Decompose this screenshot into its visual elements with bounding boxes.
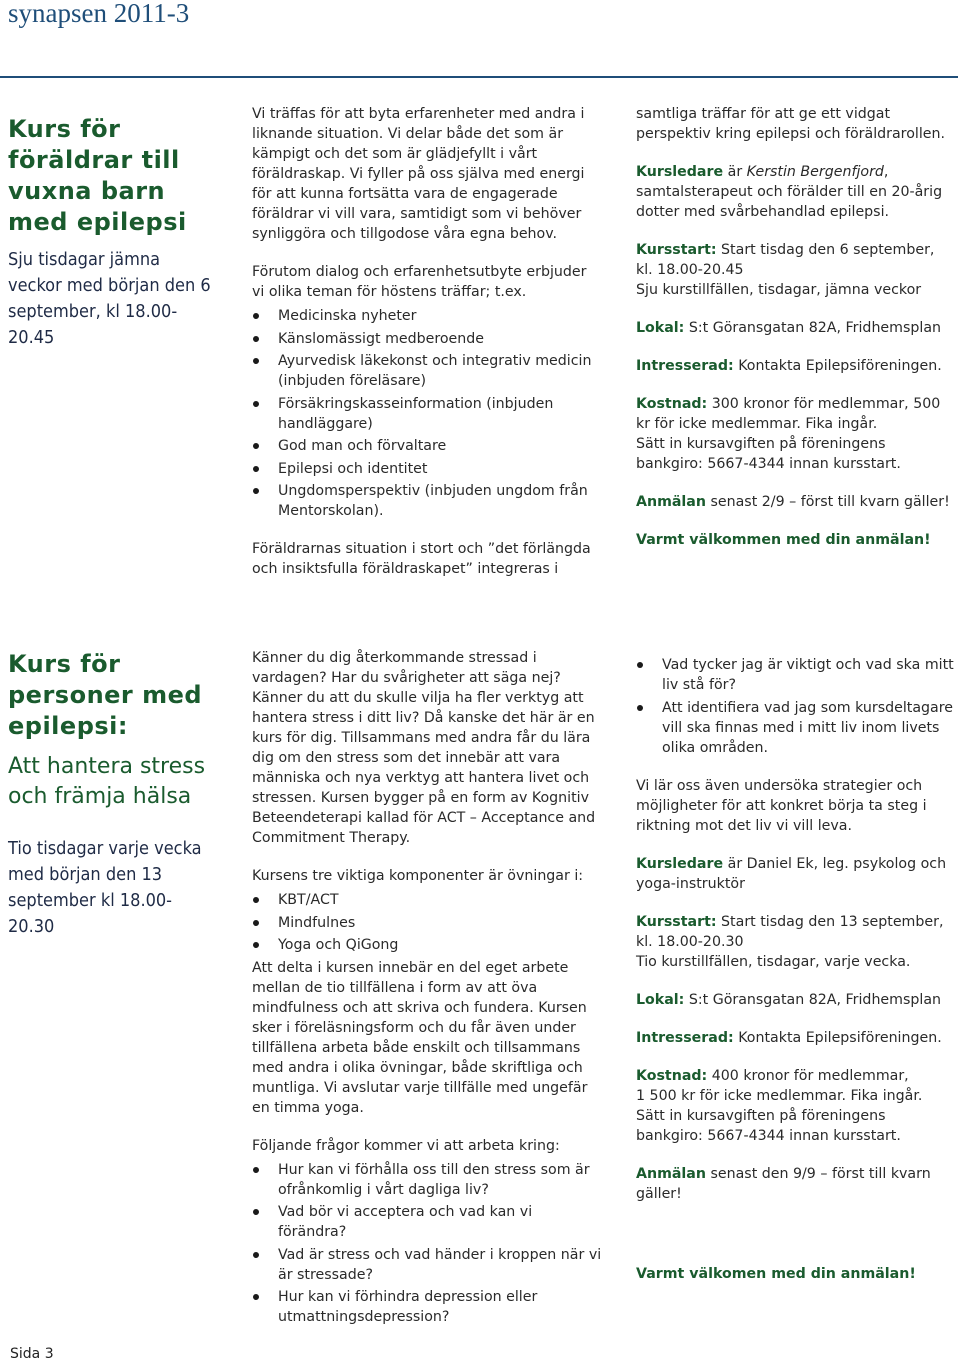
course1-continued: samtliga träffar för att ge ett vidgat perspektiv kring epilepsi och föräldrarollen. [636, 106, 945, 142]
list-item: Yoga och QiGong [252, 935, 602, 955]
list-item: Ayurvedisk läkekonst och integrativ medicin (inbjuden föreläsare) [252, 351, 598, 391]
cost-text: 300 kronor för medlemmar, 500 kr för icke medlemmar. Fika ingår. [636, 396, 941, 432]
list-item: Mindfulnes [252, 913, 602, 933]
leader-text: är Daniel Ek, leg. psykolog och yoga-instruktör [636, 855, 947, 892]
course2-components-intro: Kursens tre viktiga komponenter är övningar i: [252, 868, 584, 884]
list-item: Vad bör vi acceptera och vad kan vi förändra? [252, 1202, 602, 1242]
list-item: God man och förvaltare [252, 436, 598, 456]
cost-payment: Sätt in kursavgiften på föreningens bankgiro: 5667-4344 innan kursstart. [636, 1107, 901, 1144]
course2-question-list-cont [636, 655, 954, 758]
interest-label: Intresserad: [636, 358, 734, 374]
course2-leader [636, 854, 954, 894]
course2-work-text: Att delta i kursen innebär en del eget arbete mellan de tio tillfällena i form av att öva mindfulness och att skriva och fundera. Kursen sker i föreläsningsform och du får även under tillfällena arbeta både enskilt och tillsammans med andra i olika övningar, både skriftliga och muntliga. Vi avslutar varje tillfälle med ungefär en timma yoga. [252, 959, 588, 1116]
leader-label: Kursledare [636, 855, 724, 872]
list-item: Medicinska nyheter [252, 306, 598, 326]
leader-mid: är [723, 164, 747, 180]
cost-nonmember: 1 500 kr för icke medlemmar. Fika ingår. [636, 1087, 923, 1104]
leader-name: Kerstin Bergenfjord [746, 164, 884, 180]
course1-subtitle: Sju tisdagar jämna veckor med början den 6 september, kl 18.00-20.45 [8, 249, 211, 348]
course2-welcome: Varmt välkomen med din anmälan! [636, 1265, 916, 1282]
course1-cost [636, 394, 954, 474]
start-sessions: Tio kurstillfällen, tisdagar, varje vecka. [636, 953, 911, 970]
course1-place [636, 318, 954, 338]
place-text: S:t Göransgatan 82A, Fridhemsplan [684, 320, 942, 336]
course2-column-right [636, 655, 954, 1302]
course2-signup [636, 1164, 954, 1204]
signup-text: senast den 9/9 – först till kvarn gäller! [636, 1165, 931, 1202]
list-item: Hur kan vi förhindra depression eller utmattningsdepression? [252, 1287, 602, 1327]
page-number: Sida 3 [10, 1346, 54, 1362]
course2-column-middle [252, 648, 602, 1330]
course2-question-list [252, 1160, 602, 1328]
place-text: S:t Göransgatan 82A, Fridhemsplan [684, 991, 942, 1008]
cost-text: 400 kronor för medlemmar, [707, 1067, 909, 1084]
masthead-title: synapsen 2011-3 [8, 0, 190, 28]
leader-rest: , samtalsterapeut och förälder till en 20-årig dotter med svårbehandlad epilepsi. [636, 164, 943, 220]
course1-start [636, 240, 954, 300]
list-item: Att identifiera vad jag som kursdeltagare vill ska finnas med i mitt liv inom livets olika områden. [636, 698, 954, 758]
leader-label: Kursledare [636, 164, 724, 180]
course2-subtitle-green: Att hantera stress och främja hälsa [8, 754, 206, 809]
cost-label: Kostnad: [636, 396, 708, 412]
list-item: Ungdomsperspektiv (inbjuden ungdom från Mentorskolan). [252, 481, 598, 521]
course2-component-list [252, 890, 602, 955]
course2-interest [636, 1028, 954, 1048]
course2-strategies: Vi lär oss även undersöka strategier och möjligheter för att konkret börja ta steg i riktning mot det liv vi vill leva. [636, 777, 927, 834]
course2-title: Kurs för personer med epilepsi: [8, 650, 203, 740]
list-item: KBT/ACT [252, 890, 602, 910]
start-sessions: Sju kurstillfällen, tisdagar, jämna veckor [636, 282, 922, 298]
course1-title: Kurs för föräldrar till vuxna barn med epilepsi [8, 115, 187, 236]
list-item: Vad är stress och vad händer i kroppen när vi är stressade? [252, 1245, 602, 1285]
place-label: Lokal: [636, 320, 685, 336]
course1-column-right [636, 104, 954, 568]
course1-leader [636, 162, 954, 222]
course2-place [636, 990, 954, 1010]
course2-questions-intro: Följande frågor kommer vi att arbeta kring: [252, 1137, 560, 1154]
interest-label: Intresserad: [636, 1029, 734, 1046]
course1-interest [636, 356, 954, 376]
list-item: Epilepsi och identitet [252, 459, 598, 479]
signup-label: Anmälan [636, 1165, 706, 1182]
list-item: Känslomässigt medberoende [252, 329, 598, 349]
start-text: Start tisdag den 13 september, kl. 18.00-20.30 [636, 913, 944, 950]
start-text: Start tisdag den 6 september, kl. 18.00-20.45 [636, 242, 935, 278]
interest-text: Kontakta Epilepsiföreningen. [733, 1029, 942, 1046]
list-item: Vad tycker jag är viktigt och vad ska mitt liv stå för? [636, 655, 954, 695]
start-label: Kursstart: [636, 242, 717, 258]
interest-text: Kontakta Epilepsiföreningen. [733, 358, 942, 374]
course1-welcome: Varmt välkommen med din anmälan! [636, 532, 931, 548]
cost-payment: Sätt in kursavgiften på föreningens bankgiro: 5667-4344 innan kursstart. [636, 436, 901, 472]
course2-subtitle: Tio tisdagar varje vecka med början den 13 september kl 18.00-20.30 [8, 838, 202, 937]
course2-cost [636, 1066, 954, 1146]
start-label: Kursstart: [636, 913, 717, 930]
place-label: Lokal: [636, 991, 685, 1008]
course1-parenting-text: Föräldrarnas situation i stort och ”det förlängda och insiktsfulla föräldraskapet” integreras i [252, 541, 591, 577]
cost-label: Kostnad: [636, 1067, 708, 1084]
course1-topic-list [252, 306, 598, 521]
signup-text: senast 2/9 – först till kvarn gäller! [705, 494, 950, 510]
list-item: Hur kan vi förhålla oss till den stress som är ofrånkomlig i vårt dagliga liv? [252, 1160, 602, 1200]
course2-intro: Känner du dig återkommande stressad i vardagen? Har du svårigheter att säga nej? Känner du att du skulle vilja ha fler verktyg att hantera stress i ditt liv? Då kanske det här är en kurs för dig. Tillsammans med andra får du lära dig om den stress som det innebär att vara människa och nya verktyg att hantera livet och stressen. Kursen bygger på en form av Kognitiv Beteendeterapi kallad för ACT – Acceptance and Commitment Therapy. [252, 650, 596, 846]
list-item: Försäkringskasseinformation (inbjuden handläggare) [252, 394, 598, 434]
masthead-rule [0, 76, 958, 78]
course1-signup [636, 492, 954, 512]
course1-intro: Vi träffas för att byta erfarenheter med andra i liknande situation. Vi delar både det som är kämpigt och det som är glädjefyllt i vårt föräldraskap. Vi fyller på oss själva med energi för att kunna fortsätta vara de engagerade föräldrar vi vill vara, samtidigt som vi behöver synliggöra och tillgodose våra egna behov. [252, 106, 585, 242]
course1-themes-intro: Förutom dialog och erfarenhetsutbyte erbjuder vi olika teman för höstens träffar; t.ex. [252, 264, 587, 300]
course2-start [636, 912, 954, 972]
course1-column-middle [252, 104, 598, 597]
signup-label: Anmälan [636, 494, 706, 510]
